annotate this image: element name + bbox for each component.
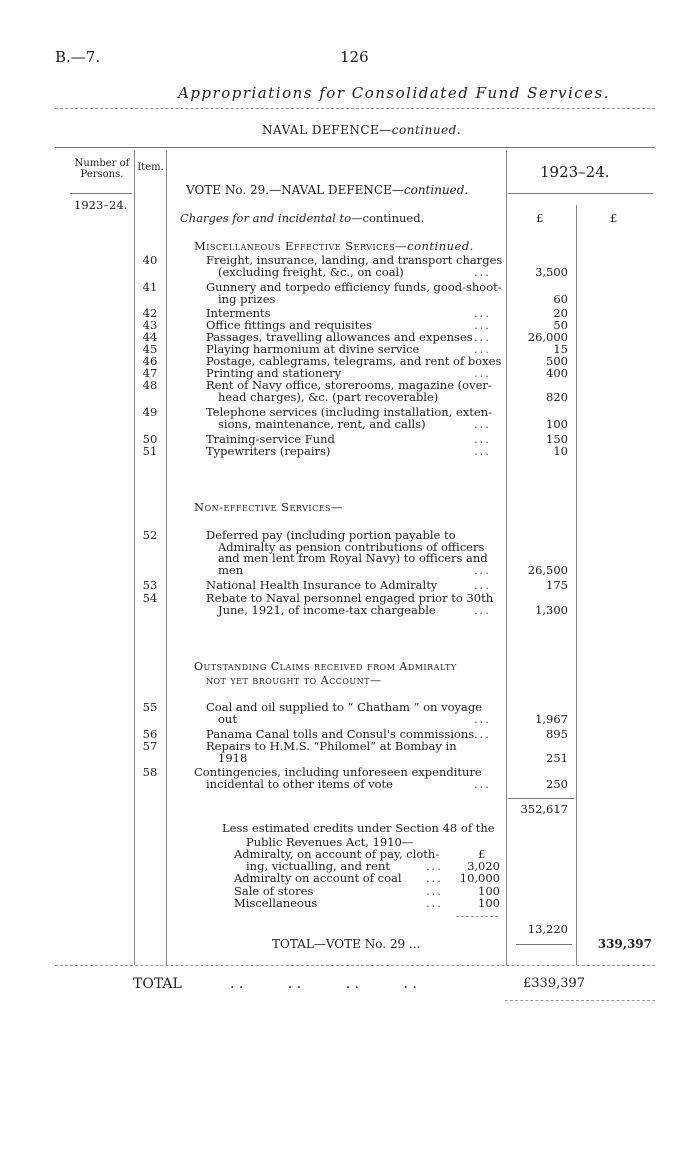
item-description-line: men bbox=[218, 562, 244, 577]
leader-dots: ... bbox=[474, 444, 491, 458]
item-description-line: Printing and stationery bbox=[206, 366, 342, 380]
leader-dots: ... bbox=[426, 871, 443, 885]
leader-dots: ... bbox=[426, 884, 443, 898]
item-number: 43 bbox=[142, 318, 158, 332]
credit-description-line: ing, victualling, and rent bbox=[246, 859, 390, 873]
credits-pound-sign: £ bbox=[478, 847, 486, 861]
credits-total: 13,220 bbox=[527, 922, 568, 936]
item-number: 47 bbox=[142, 366, 158, 380]
subtotal-rule bbox=[508, 798, 574, 799]
leader-dots: ... bbox=[474, 264, 491, 279]
leader-dots: ... bbox=[474, 306, 491, 320]
page-number: 126 bbox=[340, 48, 369, 66]
leader-dots: ... bbox=[474, 602, 491, 617]
credit-description-line: Admiralty on account of coal bbox=[234, 871, 402, 885]
item-number: 50 bbox=[142, 432, 158, 446]
grand-total-rule bbox=[505, 1000, 655, 1001]
item-amount: 251 bbox=[546, 750, 568, 765]
credit-description-line: Miscellaneous bbox=[234, 896, 318, 910]
leader-dots: ... bbox=[474, 776, 491, 791]
item-amount: 150 bbox=[546, 432, 568, 446]
item-description-line: Contingencies, including unforeseen expenditure bbox=[194, 765, 482, 779]
item-description-line: sions, maintenance, rent, and calls) bbox=[218, 416, 426, 431]
item-description-line: Rebate to Naval personnel engaged prior to 30th bbox=[206, 591, 494, 605]
item-description-line: incidental to other items of vote bbox=[206, 776, 393, 791]
item-description-line: Panama Canal tolls and Consul's commissions bbox=[206, 727, 475, 741]
vote-heading: VOTE No. 29.—NAVAL DEFENCE—continued. bbox=[186, 183, 469, 197]
leader-dots: ... bbox=[474, 318, 491, 332]
item-description-line: Deferred pay (including portion payable to bbox=[206, 528, 456, 542]
item-amount: 100 bbox=[546, 416, 568, 431]
leader-dots: ... bbox=[474, 366, 491, 380]
credit-description-line: Admiralty, on account of pay, cloth- bbox=[234, 847, 440, 861]
header-divider bbox=[55, 108, 655, 109]
credits-heading-2: Public Revenues Act, 1910— bbox=[246, 835, 414, 849]
section-outstanding-1: Outstanding Claims received from Admiralty bbox=[194, 660, 457, 673]
item-amount: 3,500 bbox=[535, 264, 568, 279]
vote-total-label: TOTAL—VOTE No. 29 ... bbox=[272, 937, 421, 951]
item-description-line: Training-service Fund bbox=[206, 432, 335, 446]
credit-amount: 3,020 bbox=[467, 859, 500, 873]
charges-heading: Charges for and incidental to—continued. bbox=[180, 211, 425, 225]
item-amount: 26,000 bbox=[527, 330, 568, 344]
item-description-line: National Health Insurance to Admiralty bbox=[206, 578, 438, 592]
leader-dots: ... bbox=[474, 416, 491, 431]
leader-dots: ... bbox=[474, 432, 491, 446]
section-misc-effective: Miscellaneous Effective Services—continued. bbox=[194, 239, 474, 253]
item-amount: 175 bbox=[546, 578, 568, 592]
item-description-line: 1918 bbox=[218, 750, 248, 765]
year-sub-rule bbox=[508, 193, 653, 194]
item-description-line: Passages, travelling allowances and expenses bbox=[206, 330, 473, 344]
col-head-year: 1923–24. bbox=[540, 163, 610, 181]
credit-amount: 100 bbox=[478, 896, 500, 910]
item-number: 55 bbox=[142, 700, 158, 714]
item-number: 54 bbox=[142, 591, 158, 605]
item-number: 52 bbox=[142, 528, 158, 542]
credit-amount: 10,000 bbox=[459, 871, 500, 885]
item-number: 49 bbox=[142, 405, 158, 419]
grand-total-dots: . . . . . . . . bbox=[230, 976, 417, 992]
item-number: 53 bbox=[142, 578, 158, 592]
item-description-line: Repairs to H.M.S. “Philomel” at Bombay in bbox=[206, 739, 457, 753]
persons-sub-rule bbox=[70, 193, 132, 194]
item-number: 57 bbox=[142, 739, 158, 753]
col-divider-total bbox=[576, 205, 577, 965]
leader-dots: ... bbox=[474, 578, 491, 592]
col-head-item: Item. bbox=[137, 162, 164, 173]
item-number: 56 bbox=[142, 727, 158, 741]
item-description-line: (excluding freight, &c., on coal) bbox=[218, 264, 404, 279]
item-amount: 1,300 bbox=[535, 602, 568, 617]
leader-dots: ... bbox=[474, 342, 491, 356]
page-title: Appropriations for Consolidated Fund Services. bbox=[178, 84, 611, 102]
item-description-line: Coal and oil supplied to “ Chatham ” on voyage bbox=[206, 700, 483, 714]
item-number: 42 bbox=[142, 306, 158, 320]
item-description-line: Postage, cablegrams, telegrams, and rent of boxes bbox=[206, 354, 502, 368]
credit-description-line: Sale of stores bbox=[234, 884, 314, 898]
item-amount: 250 bbox=[546, 776, 568, 791]
leader-dots: ... bbox=[474, 727, 491, 741]
item-amount: 26,500 bbox=[527, 562, 568, 577]
pound-sign-col1: £ bbox=[536, 211, 544, 225]
item-description-line: ing prizes bbox=[218, 291, 276, 306]
leader-dots: ... bbox=[474, 562, 491, 577]
item-description-line: Interments bbox=[206, 306, 271, 320]
item-description-line: June, 1921, of income-tax chargeable bbox=[218, 602, 436, 617]
item-number: 41 bbox=[142, 280, 158, 294]
grand-total-amount: £339,397 bbox=[523, 976, 586, 991]
col-divider-amount bbox=[506, 150, 507, 965]
item-number: 51 bbox=[142, 444, 158, 458]
item-description-line: and men lent from Royal Navy) to officers and bbox=[218, 551, 488, 566]
grand-total-label: TOTAL bbox=[133, 976, 182, 992]
pound-sign-col2: £ bbox=[610, 211, 618, 225]
leader-dots: ... bbox=[426, 896, 443, 910]
item-number: 44 bbox=[142, 330, 158, 344]
item-number: 46 bbox=[142, 354, 158, 368]
credit-amount: 100 bbox=[478, 884, 500, 898]
section-non-effective: Non-effective Services— bbox=[194, 500, 344, 514]
section-outstanding-2: not yet brought to Account— bbox=[206, 674, 382, 687]
vote-total-amount: 339,397 bbox=[597, 937, 652, 951]
table-top-rule bbox=[55, 147, 655, 148]
item-description-line: Typewriters (repairs) bbox=[206, 444, 331, 458]
item-amount: 820 bbox=[546, 389, 568, 404]
item-amount: 1,967 bbox=[535, 711, 568, 726]
item-number: 48 bbox=[142, 378, 158, 392]
item-amount: 15 bbox=[553, 342, 568, 356]
item-description-line: Rent of Navy office, storerooms, magazine (over- bbox=[206, 378, 492, 392]
col-divider-item bbox=[166, 150, 167, 965]
item-description-line: Admiralty as pension contributions of officers bbox=[218, 539, 485, 554]
document-reference: B.—7. bbox=[55, 48, 101, 66]
item-number: 45 bbox=[142, 342, 158, 356]
subtotal-amount: 352,617 bbox=[520, 802, 568, 816]
item-description-line: Playing harmonium at divine service bbox=[206, 342, 420, 356]
leader-dots: ... bbox=[474, 711, 491, 726]
item-amount: 10 bbox=[553, 444, 568, 458]
item-description-line: Gunnery and torpedo efficiency funds, good-shoot- bbox=[206, 280, 502, 294]
item-amount: 60 bbox=[553, 291, 568, 306]
item-amount: 20 bbox=[553, 306, 568, 320]
item-number: 40 bbox=[142, 253, 158, 267]
item-description-line: Freight, insurance, landing, and transport charges bbox=[206, 253, 503, 267]
col-divider-persons bbox=[134, 150, 135, 965]
item-amount: 400 bbox=[546, 366, 568, 380]
vote-total-rule bbox=[516, 944, 572, 945]
leader-dots: ... bbox=[474, 330, 491, 344]
section-title: NAVAL DEFENCE—continued. bbox=[262, 123, 462, 137]
col-head-persons: Number of Persons. bbox=[74, 158, 130, 180]
credits-rule bbox=[456, 916, 498, 917]
credits-heading-1: Less estimated credits under Section 48 of the bbox=[222, 821, 495, 835]
item-description-line: head charges), &c. (part recoverable) bbox=[218, 389, 439, 404]
item-amount: 895 bbox=[546, 727, 568, 741]
item-description-line: Telephone services (including installation, exten- bbox=[206, 405, 492, 419]
item-description-line: out bbox=[218, 711, 237, 726]
persons-year: 1923–24. bbox=[74, 198, 128, 212]
item-amount: 50 bbox=[553, 318, 568, 332]
item-description-line: Office fittings and requisites bbox=[206, 318, 373, 332]
leader-dots: ... bbox=[426, 859, 443, 873]
table-bottom-rule bbox=[55, 965, 655, 966]
item-number: 58 bbox=[142, 765, 158, 779]
item-amount: 500 bbox=[546, 354, 568, 368]
